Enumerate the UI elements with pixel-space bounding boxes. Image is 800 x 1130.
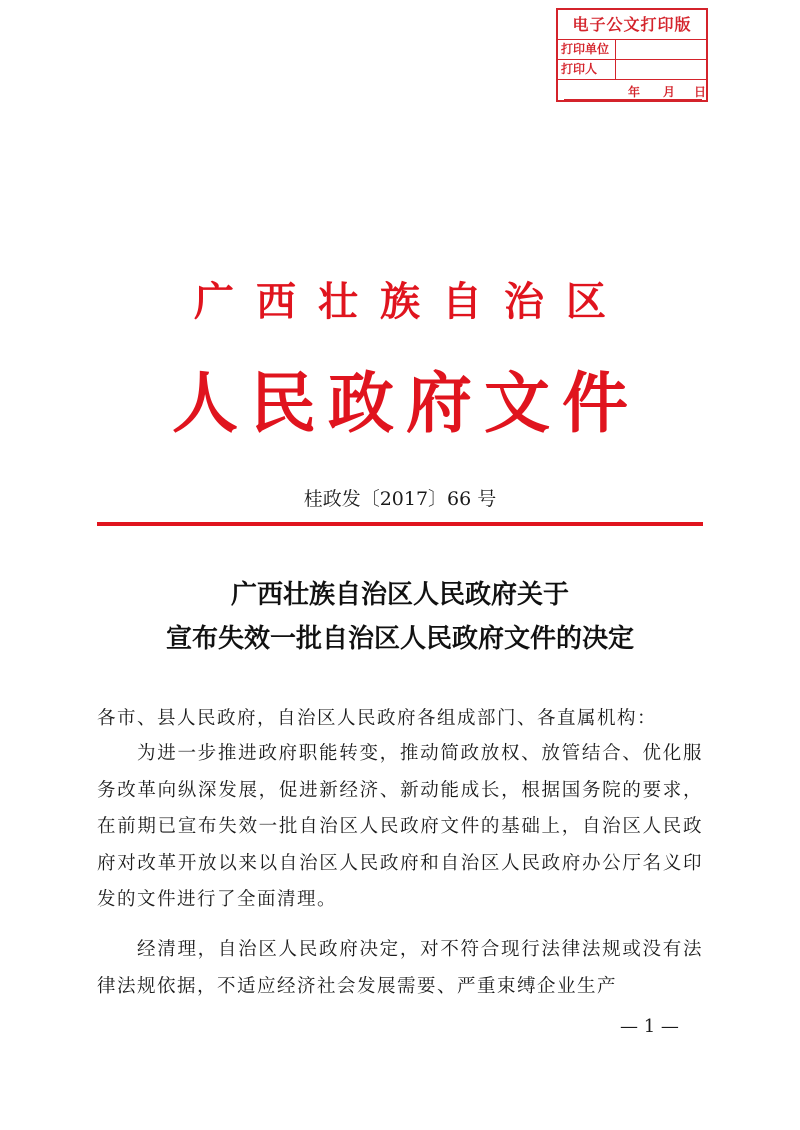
stamp-day: 日: [694, 85, 707, 99]
masthead-line2: 人民政府文件: [172, 365, 640, 442]
document-number: 桂政发〔2017〕66 号: [303, 488, 497, 510]
stamp-print-unit-label: 打印单位: [558, 39, 616, 59]
print-stamp: [556, 8, 708, 102]
stamp-printer-row: [558, 59, 706, 80]
red-separator-line: [97, 522, 703, 526]
salutation: 各市、县人民政府，自治区人民政府各组成部门、各直属机构：: [97, 708, 658, 729]
stamp-printer-label: 打印人: [558, 59, 616, 79]
document-title-line2: 宣布失效一批自治区人民政府文件的决定: [165, 624, 634, 654]
stamp-date-row: [558, 79, 706, 102]
page-number: — 1 —: [620, 1016, 679, 1037]
stamp-title: 电子公文打印版: [558, 10, 706, 40]
document-title-line1: 广西壮族自治区人民政府关于: [230, 580, 569, 610]
body-paragraph-2: 经清理，自治区人民政府决定，对不符合现行法律法规或没有法律法规依据，不适应经济社会发展需要、严重束缚企业生产: [97, 939, 703, 997]
stamp-year: 年: [628, 85, 641, 99]
body-paragraph-1: 为进一步推进政府职能转变，推动简政放权、放管结合、优化服务改革向纵深发展，促进新经济、新动能成长，根据国务院的要求，在前期已宣布失效一批自治区人民政府文件的基础上，自治区人民政府对改革开放以来以自治区人民政府和自治区人民政府办公厅名义印发的文件进行了全面清理。: [97, 743, 703, 910]
stamp-month: 月: [663, 85, 676, 99]
masthead-line1: 广西壮族自治区: [194, 278, 628, 325]
stamp-print-unit-row: [558, 39, 706, 60]
